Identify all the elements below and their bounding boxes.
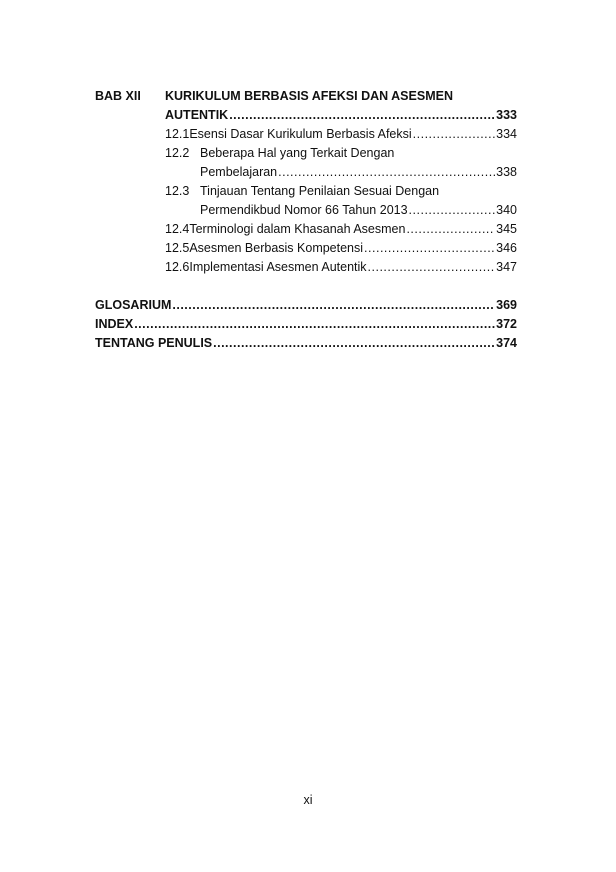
dot-leader [278,163,495,182]
section-title: Implementasi Asesmen Autentik [189,260,367,274]
backmatter-label: GLOSARIUM [95,298,172,312]
section-number: 12.4 [165,222,190,236]
section-page: 334 [496,127,517,141]
chapter-entry[interactable] [165,106,517,125]
dot-leader [364,239,495,258]
section-page: 345 [496,222,517,236]
section-title-cont: Permendikbud Nomor 66 Tahun 2013 [200,203,408,217]
toc-entry-12-2[interactable] [165,144,517,163]
section-title-cont: Pembelajaran [200,165,278,179]
toc-entry-12-3[interactable] [165,182,517,201]
section-number: 12.2 [165,146,190,160]
chapter-page: 333 [496,108,517,122]
dot-leader [134,315,495,334]
section-title: Asesmen Berbasis Kompetensi [189,241,364,255]
backmatter-page: 374 [496,336,517,350]
section-number: 12.1 [165,127,190,141]
chapter-title-line1: KURIKULUM BERBASIS AFEKSI DAN ASESMEN [165,89,453,103]
toc-entry-glosarium[interactable] [95,296,517,315]
toc-entry-12-1[interactable] [165,125,517,144]
chapter-title-line2: AUTENTIK [165,108,229,122]
dot-leader [229,106,495,125]
section-page: 346 [496,241,517,255]
backmatter-page: 369 [496,298,517,312]
toc-entry-12-5[interactable] [165,239,517,258]
toc-entry-tentang-penulis[interactable] [95,334,517,353]
dot-leader [172,296,495,315]
toc-entry-12-2-cont[interactable] [200,163,517,182]
dot-leader [406,220,495,239]
section-number: 12.3 [165,184,190,198]
section-page: 347 [496,260,517,274]
backmatter-label: INDEX [95,317,134,331]
dot-leader [413,125,495,144]
dot-leader [409,201,496,220]
backmatter-label: TENTANG PENULIS [95,336,213,350]
dot-leader [368,258,496,277]
chapter-label: BAB XII [95,89,141,103]
toc-entry-12-4[interactable] [165,220,517,239]
section-title: Beberapa Hal yang Terkait Dengan [200,146,395,160]
backmatter-page: 372 [496,317,517,331]
page-number: xi [303,793,313,807]
section-title: Tinjauan Tentang Penilaian Sesuai Dengan [200,184,440,198]
section-page: 338 [496,165,517,179]
dot-leader [213,334,495,353]
section-number: 12.6 [165,260,190,274]
section-title: Terminologi dalam Khasanah Asesmen [189,222,406,236]
section-number: 12.5 [165,241,190,255]
toc-entry-index[interactable] [95,315,517,334]
toc-entry-12-3-cont[interactable] [200,201,517,220]
section-page: 340 [496,203,517,217]
section-title: Esensi Dasar Kurikulum Berbasis Afeksi [189,127,412,141]
toc-entry-12-6[interactable] [165,258,517,277]
